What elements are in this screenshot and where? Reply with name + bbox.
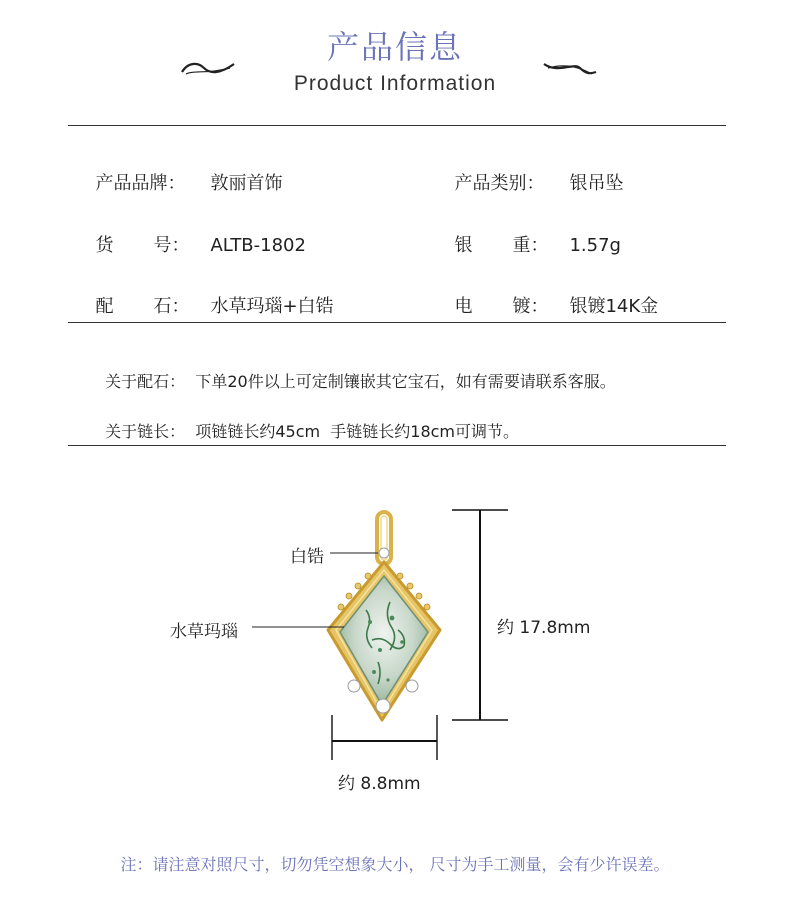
spec-silver-weight [443, 210, 621, 257]
spec-label: 产品品牌： [95, 173, 186, 194]
spec-value: 水草玛瑙+白锆 [210, 296, 334, 317]
agate-label: 水草玛瑙 [170, 622, 238, 642]
stone-note-label: 关于配石： [105, 372, 186, 391]
spec-stone [84, 271, 334, 318]
chain-note-label: 关于链长： [105, 422, 186, 441]
spec-label: 产品类别： [454, 173, 545, 194]
spec-value: 银吊坠 [569, 173, 624, 194]
divider [68, 125, 726, 126]
spec-value: 敦丽首饰 [210, 173, 283, 194]
spec-label: 银 重： [454, 235, 549, 256]
divider [68, 322, 726, 323]
spec-brand [84, 148, 282, 195]
chain-note-text: 项链链长约45cm 手链链长约18cm可调节。 [195, 422, 520, 441]
spec-plating [443, 271, 658, 318]
divider [68, 445, 726, 446]
stone-note-text: 下单20件以上可定制镶嵌其它宝石，如有需要请联系客服。 [195, 372, 616, 391]
stone-note [95, 350, 616, 392]
page-subtitle: Product Information [293, 72, 497, 95]
spec-value: 银镀14K金 [569, 296, 659, 317]
spec-label: 电 镀： [454, 296, 549, 317]
spec-item-number [84, 210, 306, 257]
spec-value: 1.57g [569, 235, 621, 256]
footer-note: 注：请注意对照尺寸，切勿凭空想象大小， 尺寸为手工测量，会有少许误差。 [120, 855, 670, 874]
spec-category [443, 148, 623, 195]
height-label: 约 17.8mm [497, 618, 591, 638]
width-dimension [332, 715, 437, 760]
chain-note [95, 400, 519, 442]
spec-value: ALTB-1802 [210, 235, 306, 256]
spec-label: 货 号： [95, 235, 190, 256]
spec-label: 配 石： [95, 296, 190, 317]
page-title: 产品信息 [326, 28, 463, 66]
width-label: 约 8.8mm [338, 774, 421, 794]
zircon-label: 白锆 [290, 547, 324, 567]
